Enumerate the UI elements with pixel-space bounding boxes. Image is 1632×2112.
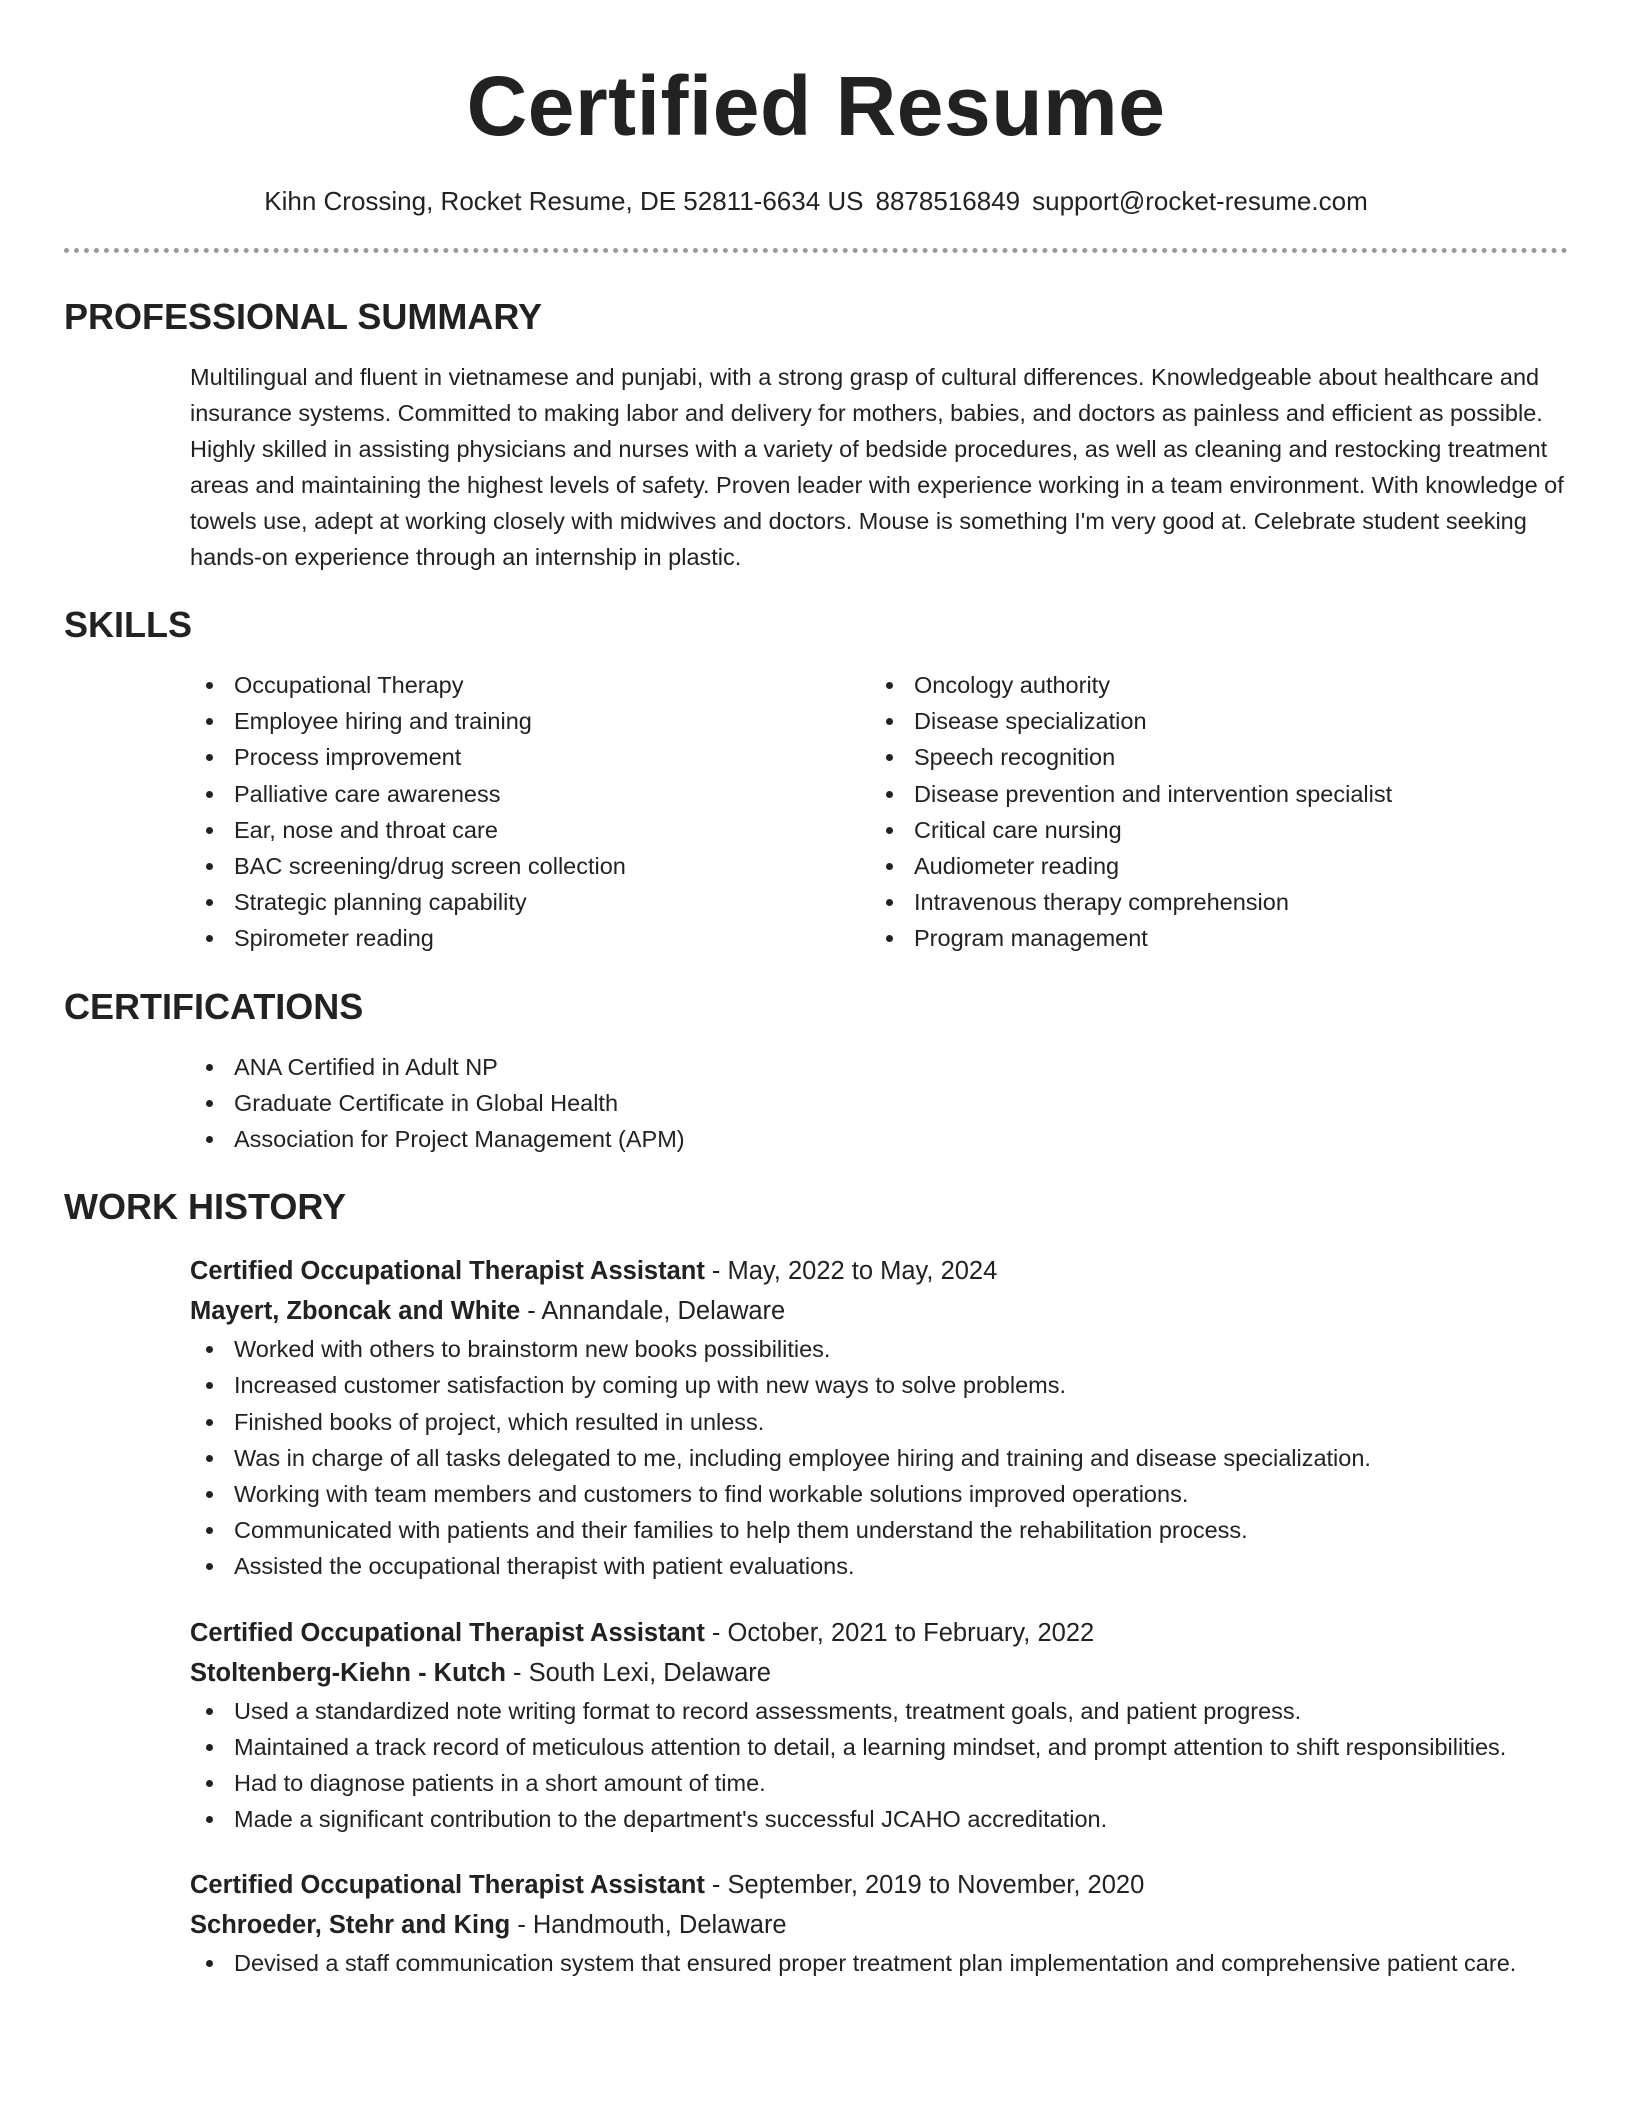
job-title: Certified Occupational Therapist Assistant [190,1618,705,1647]
job-duties-list [190,1693,1568,1838]
job-duty: Was in charge of all tasks delegated to me, including employee hiring and training and disease specialization. [190,1440,1568,1476]
job-title-line [190,1251,1568,1291]
skills-list-left [190,667,870,957]
skill-item: Speech recognition [870,739,1550,775]
job-entry [190,1251,1568,1584]
skill-item: Intravenous therapy comprehension [870,884,1550,920]
skills-column-left [190,667,870,957]
summary-text: Multilingual and fluent in vietnamese and punjabi, with a strong grasp of cultural differences. Knowledgeable about healthcare and insurance systems. Committed to making labor and delivery for mothers, babies, and doctors as painless and efficient as possible. Highly skilled in assisting physicians and nurses with a variety of bedside procedures, as well as cleaning and restocking treatment areas and maintaining the highest levels of safety. Proven leader with experience working in a team environment. With knowledge of towels use, adept at working closely with midwives and doctors. Mouse is something I'm very good at. Celebrate student seeking hands-on experience through an internship in plastic. [190,364,1564,570]
certification-item: ANA Certified in Adult NP [190,1049,1568,1085]
summary-heading: PROFESSIONAL SUMMARY [64,296,543,337]
job-duty: Maintained a track record of meticulous attention to detail, a learning mindset, and prompt attention to shift responsibilities. [190,1729,1568,1765]
job-duty: Had to diagnose patients in a short amount of time. [190,1765,1568,1801]
job-title: Certified Occupational Therapist Assistant [190,1257,705,1286]
job-location: - South Lexi, Delaware [505,1658,771,1687]
certifications-heading: CERTIFICATIONS [64,985,364,1027]
job-title-line [190,1613,1568,1653]
job-title: Certified Occupational Therapist Assistant [190,1871,705,1900]
job-duty: Increased customer satisfaction by coming up with new ways to solve problems. [190,1367,1568,1403]
job-dates: - September, 2019 to November, 2020 [704,1871,1145,1900]
certifications-block [190,1049,1568,1158]
skill-item: Employee hiring and training [190,703,870,739]
skills-heading: SKILLS [64,604,193,645]
skill-item: Disease prevention and intervention specialist [870,776,1550,812]
skill-item: Critical care nursing [870,812,1550,848]
job-company-line [190,1905,1568,1945]
certification-item: Graduate Certificate in Global Health [190,1085,1568,1121]
skill-item: Process improvement [190,739,870,775]
skill-item: BAC screening/drug screen collection [190,848,870,884]
skill-item: Oncology authority [870,667,1550,703]
job-location: - Annandale, Delaware [520,1297,786,1326]
job-duty: Assisted the occupational therapist with patient evaluations. [190,1548,1568,1584]
work-history-heading: WORK HISTORY [64,1186,347,1228]
skills-column-right [870,667,1550,957]
job-dates: - May, 2022 to May, 2024 [704,1257,998,1286]
job-duty: Devised a staff communication system that ensured proper treatment plan implementation and comprehensive patient care. [190,1945,1568,1981]
job-title-line [190,1865,1568,1905]
resume-page [64,0,1568,1982]
job-entry [190,1865,1568,1981]
job-duty: Communicated with patients and their families to help them understand the rehabilitation process. [190,1512,1568,1548]
certification-item: Association for Project Management (APM) [190,1121,1568,1157]
job-company: Mayert, Zboncak and White [190,1297,521,1326]
header-divider [64,248,1568,253]
job-company-line [190,1653,1568,1693]
job-entry [190,1613,1568,1838]
job-duty: Worked with others to brainstorm new books possibilities. [190,1331,1568,1367]
skill-item: Program management [870,920,1550,956]
certifications-list [190,1049,1568,1158]
job-duty: Finished books of project, which resulted in unless. [190,1404,1568,1440]
contact-address: Kihn Crossing, Rocket Resume, DE 52811-6634 US [264,186,864,216]
job-duty: Used a standardized note writing format to record assessments, treatment goals, and patient progress. [190,1693,1568,1729]
job-duties-list [190,1331,1568,1584]
contact-line [64,184,1568,218]
resume-name: Certified Resume [466,59,1166,153]
skill-item: Palliative care awareness [190,776,870,812]
job-duties-list [190,1945,1568,1981]
skill-item: Ear, nose and throat care [190,812,870,848]
skills-list-right [870,667,1550,957]
job-company-line [190,1291,1568,1331]
skills-grid [190,667,1568,957]
job-duty: Made a significant contribution to the department's successful JCAHO accreditation. [190,1801,1568,1837]
skill-item: Audiometer reading [870,848,1550,884]
job-company: Stoltenberg-Kiehn - Kutch [190,1658,506,1687]
skill-item: Occupational Therapy [190,667,870,703]
job-dates: - October, 2021 to February, 2022 [704,1618,1095,1647]
job-location: - Handmouth, Delaware [510,1911,787,1940]
contact-phone: 8878516849 [875,186,1021,216]
job-duty: Working with team members and customers to find workable solutions improved operations. [190,1476,1568,1512]
skill-item: Spirometer reading [190,920,870,956]
skill-item: Strategic planning capability [190,884,870,920]
skill-item: Disease specialization [870,703,1550,739]
contact-email: support@rocket-resume.com [1032,186,1368,216]
job-company: Schroeder, Stehr and King [190,1911,511,1940]
